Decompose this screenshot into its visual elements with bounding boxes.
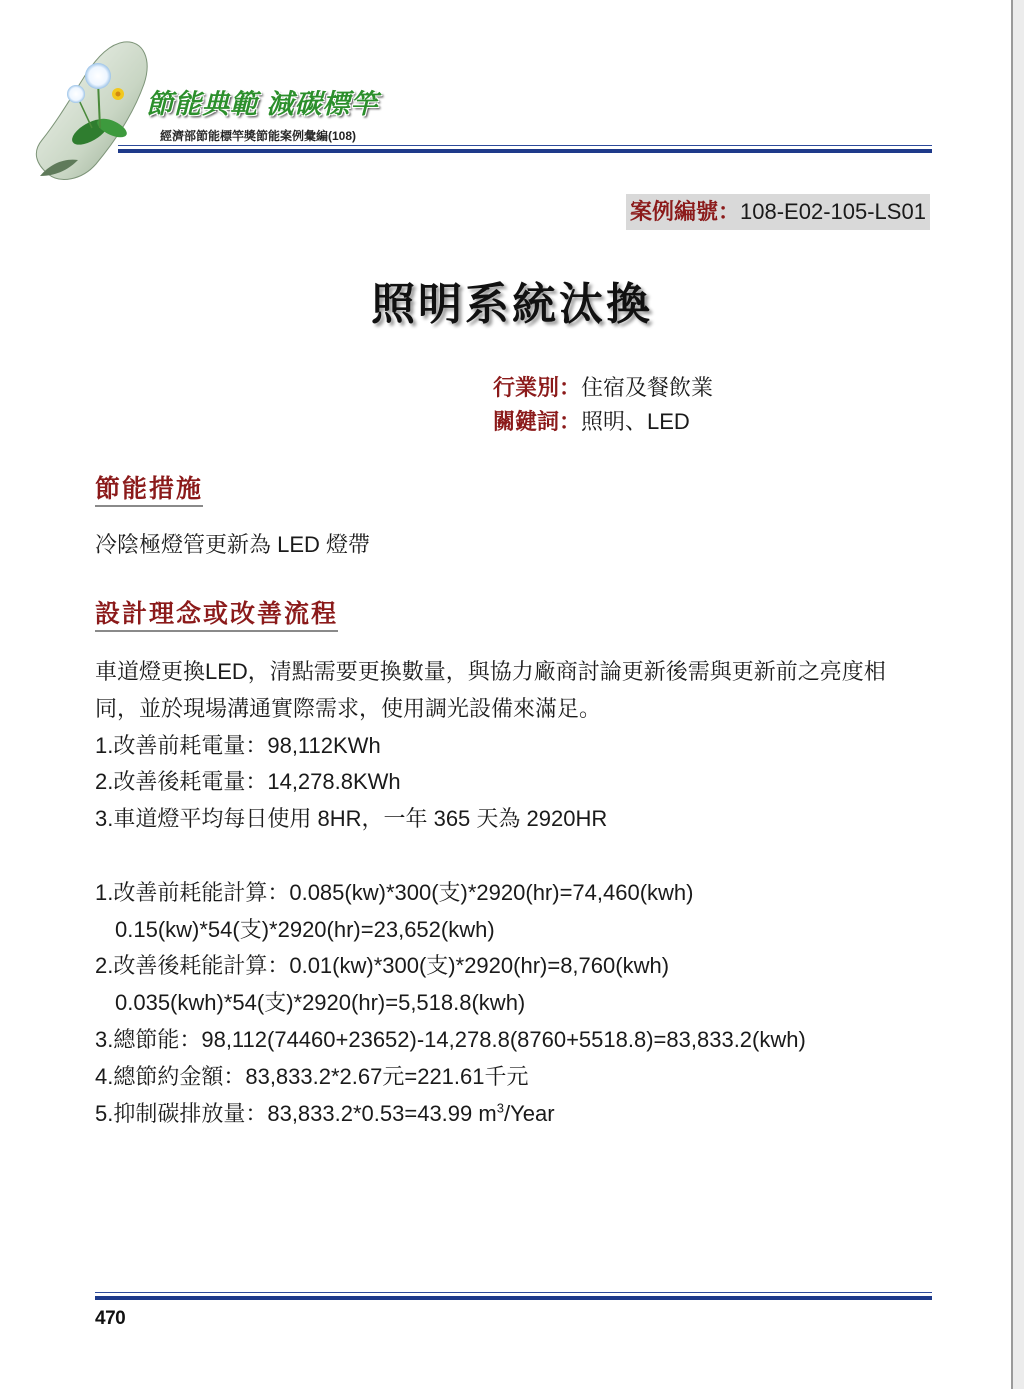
section-heading-measures: 節能措施 [95,474,203,507]
blank-line [95,838,886,875]
body-line: 車道燈更換LED，清點需要更換數量，與協力廠商討論更新後需與更新前之亮度相 [95,659,886,684]
calc-line: 2.改善後耗能計算：0.01(kw)*300(支)*2920(hr)=8,760(kwh) [95,953,670,979]
page-edge-shade [1013,0,1024,1389]
page-number: 470 [95,1308,126,1329]
body-line: 2.改善後耗電量：14,278.8KWh [95,769,401,795]
industry-label: 行業別： [493,375,582,400]
carbon-line-unit: /Year [503,1100,555,1126]
design-body [95,654,886,1132]
keywords-line [493,408,690,436]
measures-text: 冷陰極燈管更新為 LED 燈帶 [95,532,371,557]
calc-line: 1.改善前耗能計算：0.085(kw)*300(支)*2920(hr)=74,460(kwh) [95,879,694,905]
calc-line: 3.總節能：98,112(74460+23652)-14,278.8(8760+5518.8)=83,833.2(kwh) [95,1026,806,1052]
industry-line [493,374,713,402]
body-line: 1.改善前耗電量：98,112KWh [95,732,381,758]
industry-value: 住宿及餐飲業 [581,375,714,400]
body-line: 3.車道燈平均每日使用 8HR，一年 365 天為 2920HR [95,806,608,832]
case-number-label: 案例編號： [630,199,741,224]
case-number-value: 108-E02-105-LS01 [740,199,926,224]
calc-line: 4.總節約金額：83,833.2*2.67元=221.61千元 [95,1063,529,1089]
logo-title: 節能典範 減碳標竿 [146,89,379,119]
calc-line: 0.15(kw)*54(支)*2920(hr)=23,652(kwh) [115,916,495,942]
case-number-box [626,194,930,230]
page-title: 照明系統汰換 [371,280,653,329]
carbon-line [95,1096,886,1133]
keywords-label: 關鍵詞： [493,409,582,434]
carbon-line-text: 5.抑制碳排放量：83,833.2*0.53=43.99 m [95,1100,497,1126]
keywords-value: 照明、LED [581,409,690,434]
taiwan-dandelion-logo-icon [20,36,160,186]
section-heading-design: 設計理念或改善流程 [95,599,338,632]
calc-line: 0.035(kwh)*54(支)*2920(hr)=5,518.8(kwh) [115,990,526,1016]
logo-subtitle: 經濟部節能標竿獎節能案例彙編(108) [160,129,357,143]
header-rule-thin [118,145,932,146]
footer-rule-thick [95,1296,932,1300]
footer-rule-thin [95,1292,932,1293]
carbon-line-superscript: 3 [496,1100,504,1116]
header-rule-thick [118,149,932,153]
body-line: 同，並於現場溝通實際需求，使用調光設備來滿足。 [95,695,602,721]
